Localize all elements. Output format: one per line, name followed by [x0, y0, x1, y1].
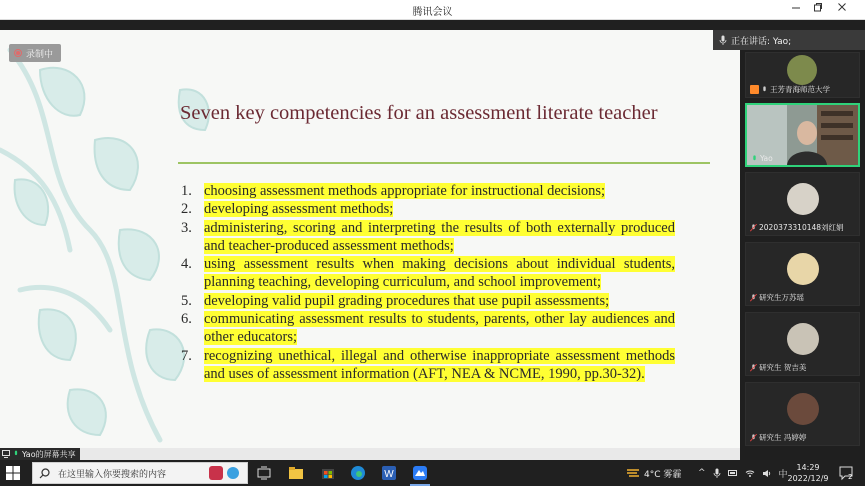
item-number: 6.: [181, 311, 192, 328]
item-number: 4.: [181, 256, 192, 273]
list-item: [180, 347, 675, 384]
clock[interactable]: [786, 462, 830, 484]
participant-name: 研究生 冯婷婷: [759, 433, 807, 442]
slide-divider: [178, 162, 710, 164]
item-number: 3.: [181, 219, 192, 236]
close-icon: [837, 2, 847, 12]
share-label-text: Yao的屏幕共享: [22, 449, 76, 459]
speaking-label: 正在讲话: Yao;: [731, 36, 792, 47]
participant-tile[interactable]: [745, 312, 860, 376]
minimize-button[interactable]: [788, 2, 804, 18]
search-placeholder: 在这里输入你要搜索的内容: [58, 469, 167, 480]
avatar: [787, 253, 819, 285]
item-number: 7.: [181, 347, 192, 364]
item-text: recognizing unethical, illegal and otherwise inappropriate assessment methods and uses of assessment information (AFT, NEA & NCME, 1990, pp.30-32).: [204, 347, 675, 382]
avatar: [787, 393, 819, 425]
clock-time: 14:29: [796, 463, 820, 472]
taskbar: [0, 460, 865, 486]
participant-name-row: [751, 154, 773, 163]
search-highlight-icon: [207, 464, 247, 482]
screen-icon: [2, 450, 10, 458]
participant-name: 王芳青海师范大学: [770, 85, 830, 94]
battery-icon[interactable]: [728, 469, 738, 477]
minimize-icon: [791, 2, 801, 12]
svg-text:W: W: [384, 469, 394, 480]
participant-name: 研究生万苏瑶: [759, 293, 804, 302]
participant-name-row: [750, 222, 844, 233]
list-item: [180, 292, 675, 310]
participant-tile[interactable]: [745, 172, 860, 236]
item-text: developing assessment methods;: [204, 201, 394, 218]
mic-muted-icon: [750, 224, 757, 232]
user-icon: [750, 85, 759, 94]
competency-list: [180, 182, 675, 383]
haze-icon: [626, 467, 640, 479]
participant-name: Yao: [760, 154, 773, 163]
volume-icon[interactable]: [762, 469, 772, 478]
mic-muted-icon: [750, 434, 757, 442]
avatar: [787, 323, 819, 355]
mic-muted-icon: [750, 294, 757, 302]
notification-icon[interactable]: [838, 465, 854, 481]
slide-title: Seven key competencies for an assessment literate teacher: [180, 102, 658, 124]
participant-name-row: [750, 362, 806, 373]
restore-button[interactable]: [810, 2, 826, 18]
windows-start-icon[interactable]: [6, 466, 20, 480]
restore-icon: [813, 2, 823, 12]
participant-name-row: [750, 432, 806, 443]
close-button[interactable]: [834, 2, 850, 18]
participant-name: 研究生 贺吉美: [759, 363, 807, 372]
mic-icon: [13, 450, 19, 458]
tencent-meeting-icon[interactable]: [412, 465, 428, 481]
edge-icon[interactable]: [350, 465, 366, 481]
item-number: 2.: [181, 201, 192, 218]
shared-screen: [0, 30, 740, 448]
store-icon[interactable]: [320, 465, 336, 481]
list-item: [180, 200, 675, 218]
record-icon: [14, 49, 22, 57]
word-icon[interactable]: [381, 465, 397, 481]
taskbar-search-input[interactable]: [32, 462, 248, 484]
avatar: [787, 55, 817, 85]
chevron-up-icon[interactable]: ^: [698, 468, 706, 478]
recording-label: 录制中: [26, 49, 54, 60]
mic-icon: [719, 35, 727, 45]
screen-share-label[interactable]: [0, 448, 80, 460]
item-number: 5.: [181, 292, 192, 309]
speaking-indicator: [713, 30, 865, 50]
item-text: choosing assessment methods appropriate for instructional decisions;: [204, 183, 606, 199]
participant-name-row: [750, 84, 830, 95]
list-item: [180, 255, 675, 292]
mic-icon: [751, 155, 758, 163]
weather-widget[interactable]: [626, 460, 681, 486]
meeting-toolbar-strip: [0, 20, 865, 30]
participant-tile[interactable]: [745, 382, 860, 446]
ime-indicator[interactable]: 中: [778, 469, 788, 480]
list-item: [180, 219, 675, 256]
clock-date: 2022/12/9: [787, 474, 829, 483]
task-view-icon[interactable]: [256, 465, 272, 481]
window-title: 腾讯会议: [412, 7, 453, 18]
title-bar: [0, 0, 865, 20]
system-tray: [698, 460, 788, 486]
participant-name-row: [750, 292, 804, 303]
mic-muted-icon: [750, 364, 757, 372]
item-text: using assessment results when making decisions about individual students, planning teaching, developing curriculum, and school improvement;: [204, 256, 675, 291]
panel-footer: [740, 448, 865, 460]
weather-text: 4°C 雾霾: [644, 469, 682, 480]
participant-tile[interactable]: [745, 242, 860, 306]
list-item: [180, 182, 675, 200]
avatar: [787, 183, 819, 215]
wifi-icon[interactable]: [745, 469, 755, 478]
list-item: [180, 310, 675, 347]
item-text: developing valid pupil grading procedures that use pupil assessments;: [204, 292, 610, 309]
participant-name: 2020373310148刘红娟: [759, 223, 844, 232]
item-text: communicating assessment results to students, parents, other lay audiences and other educators;: [204, 311, 675, 346]
participant-tile[interactable]: [745, 52, 860, 98]
share-status-bar: [0, 448, 740, 460]
file-explorer-icon[interactable]: [288, 465, 304, 481]
search-icon: [39, 468, 50, 479]
recording-indicator[interactable]: [9, 44, 61, 62]
item-text: administering, scoring and interpreting the results of both externally produced and teacher-produced assessment methods;: [204, 219, 675, 254]
mic-icon: [761, 86, 768, 94]
microphone-tray-icon[interactable]: [713, 468, 721, 478]
participant-tile-active[interactable]: [745, 103, 860, 167]
notification-count: 2: [848, 473, 853, 481]
item-number: 1.: [181, 183, 192, 199]
